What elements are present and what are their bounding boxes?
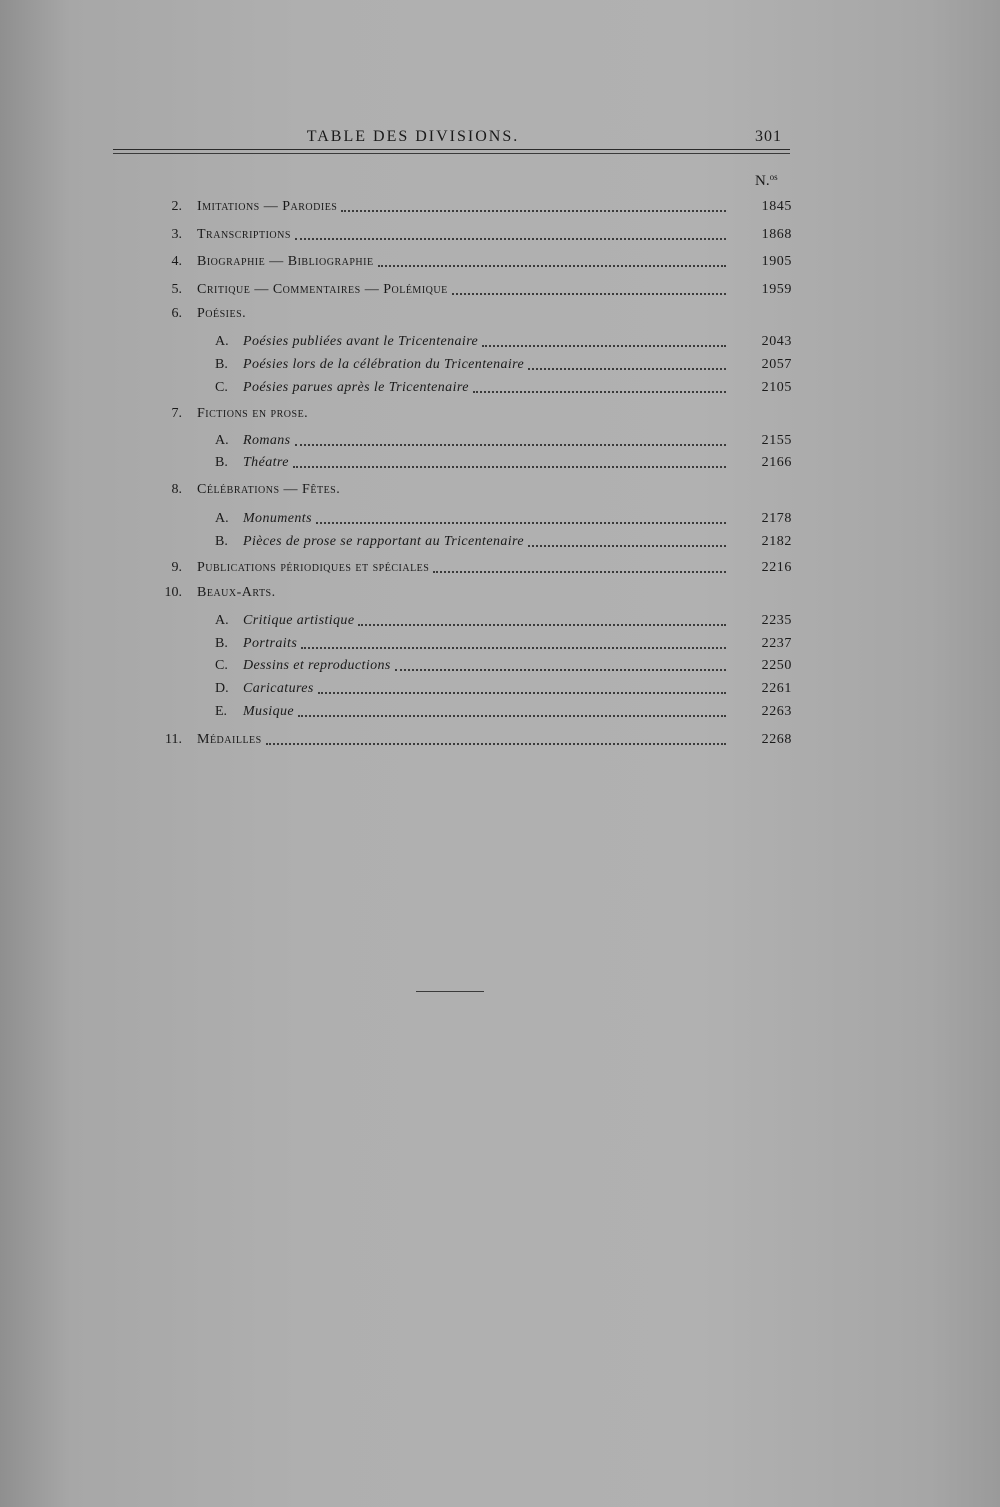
toc-entry-number: 11. bbox=[165, 732, 182, 747]
toc-entry-number: 5. bbox=[171, 282, 182, 297]
dot-leader bbox=[298, 715, 726, 717]
toc-subentry bbox=[160, 656, 792, 676]
toc-entry-number: 10. bbox=[164, 585, 182, 600]
toc-subentry bbox=[160, 453, 792, 473]
dot-leader bbox=[473, 391, 726, 393]
toc-entry-title: Poésies. bbox=[197, 306, 247, 321]
toc-entry-page: 2250 bbox=[761, 658, 792, 673]
end-rule bbox=[416, 991, 484, 992]
toc-entry bbox=[160, 558, 792, 578]
toc-subentry bbox=[160, 679, 792, 699]
toc-entry-page: 2105 bbox=[761, 380, 792, 395]
toc-entry-number: 3. bbox=[171, 227, 182, 242]
dot-leader bbox=[395, 669, 726, 671]
toc-entry-number: 6. bbox=[171, 306, 182, 321]
toc-entry-number: 2. bbox=[171, 199, 182, 214]
toc-entry-title: Musique bbox=[243, 704, 295, 719]
toc-entry-number: B. bbox=[215, 357, 228, 372]
dot-leader bbox=[301, 647, 726, 649]
dot-leader bbox=[341, 210, 726, 212]
toc-entry-page: 2216 bbox=[761, 560, 792, 575]
toc-entry-page: 1905 bbox=[761, 254, 792, 269]
toc-subentry bbox=[160, 611, 792, 631]
toc-entry-title: Poésies parues après le Tricentenaire bbox=[243, 380, 469, 395]
toc-subentry bbox=[160, 634, 792, 654]
toc-entry-title: Médailles bbox=[197, 732, 262, 747]
toc-entry-page: 2235 bbox=[761, 613, 792, 628]
toc-entry-title: Monuments bbox=[243, 511, 312, 526]
toc-entry bbox=[160, 225, 792, 245]
toc-subentry bbox=[160, 378, 792, 398]
toc-subentry bbox=[160, 532, 792, 552]
dot-leader bbox=[293, 466, 726, 468]
toc-entry-number: B. bbox=[215, 636, 228, 651]
toc-entry-number: B. bbox=[215, 455, 228, 470]
toc-entry-number: A. bbox=[215, 433, 229, 448]
toc-entry-number: A. bbox=[215, 511, 229, 526]
toc-entry-title: Poésies lors de la célébration du Tricentenaire bbox=[243, 357, 525, 372]
toc-entry-page: 2237 bbox=[761, 636, 792, 651]
toc-subentry bbox=[160, 355, 792, 375]
toc-entry-number: 7. bbox=[171, 406, 182, 421]
page-title: TABLE DES DIVISIONS. bbox=[306, 128, 520, 145]
toc-entry-title: Célébrations — Fêtes. bbox=[197, 482, 341, 497]
dot-leader bbox=[358, 624, 726, 626]
toc-entry-title: Pièces de prose se rapportant au Tricentenaire bbox=[243, 534, 524, 549]
toc-entry-page: 2057 bbox=[761, 357, 792, 372]
dot-leader bbox=[433, 571, 726, 573]
toc-entry-number: A. bbox=[215, 334, 229, 349]
toc-entry-number: C. bbox=[215, 658, 228, 673]
dot-leader bbox=[452, 293, 726, 295]
toc-entry-page: 1845 bbox=[761, 199, 792, 214]
toc-entry-title: Transcriptions bbox=[197, 227, 291, 242]
toc-entry-page: 2268 bbox=[761, 732, 792, 747]
toc-entry-number: 8. bbox=[171, 482, 182, 497]
toc-entry bbox=[160, 730, 792, 750]
toc-entry bbox=[160, 583, 792, 603]
toc-entry bbox=[160, 304, 792, 324]
dot-leader bbox=[528, 545, 726, 547]
toc-entry-title: Poésies publiées avant le Tricentenaire bbox=[243, 334, 479, 349]
toc-entry-page: 2166 bbox=[761, 455, 792, 470]
toc-entry-page: 2263 bbox=[761, 704, 792, 719]
toc-entry-number: A. bbox=[215, 613, 229, 628]
toc-entry-title: Théatre bbox=[243, 455, 289, 470]
toc-subentry bbox=[160, 509, 792, 529]
toc-entry-page: 2182 bbox=[761, 534, 792, 549]
toc-entry-number: 4. bbox=[171, 254, 182, 269]
toc-entry bbox=[160, 252, 792, 272]
toc-entry bbox=[160, 480, 792, 500]
dot-leader bbox=[316, 522, 726, 524]
toc-entry-number: C. bbox=[215, 380, 228, 395]
toc-entry-page: 2178 bbox=[761, 511, 792, 526]
toc-entry-title: Dessins et reproductions bbox=[243, 658, 391, 673]
toc-entry-title: Critique — Commentaires — Polémique bbox=[197, 282, 448, 297]
toc-entry-title: Critique artistique bbox=[243, 613, 355, 628]
toc-entry-page: 2261 bbox=[761, 681, 792, 696]
column-header-label: N. bbox=[755, 173, 770, 189]
toc-entry-page: 2043 bbox=[761, 334, 792, 349]
toc-entry-title: Imitations — Parodies bbox=[197, 199, 338, 214]
column-header-superscript: os bbox=[769, 172, 778, 182]
toc-subentry bbox=[160, 702, 792, 722]
toc-entry-title: Biographie — Bibliographie bbox=[197, 254, 374, 269]
toc-entry-title: Fictions en prose. bbox=[197, 406, 309, 421]
page-number: 301 bbox=[755, 128, 782, 145]
dot-leader bbox=[528, 368, 726, 370]
dot-leader bbox=[295, 238, 726, 240]
toc-entry-title: Portraits bbox=[243, 636, 298, 651]
toc-entry-number: 9. bbox=[171, 560, 182, 575]
toc-entry-page: 1959 bbox=[761, 282, 792, 297]
dot-leader bbox=[318, 692, 726, 694]
toc-entry-number: D. bbox=[215, 681, 229, 696]
toc-entry-title: Caricatures bbox=[243, 681, 314, 696]
dot-leader bbox=[482, 345, 726, 347]
header-rule bbox=[113, 149, 790, 150]
toc-entry bbox=[160, 280, 792, 300]
toc-entry-page: 2155 bbox=[761, 433, 792, 448]
toc-entry-title: Beaux-Arts. bbox=[197, 585, 276, 600]
toc-entry bbox=[160, 404, 792, 424]
dot-leader bbox=[295, 444, 726, 446]
dot-leader bbox=[378, 265, 726, 267]
toc-entry-number: E. bbox=[215, 704, 228, 719]
toc-entry-title: Romans bbox=[243, 433, 291, 448]
column-header-numbers bbox=[755, 173, 778, 190]
toc-subentry bbox=[160, 431, 792, 451]
toc-subentry bbox=[160, 332, 792, 352]
dot-leader bbox=[266, 743, 726, 745]
header-rule-double bbox=[113, 153, 790, 154]
toc-entry-number: B. bbox=[215, 534, 228, 549]
toc-entry-page: 1868 bbox=[761, 227, 792, 242]
toc-entry bbox=[160, 197, 792, 217]
toc-entry-title: Publications périodiques et spéciales bbox=[197, 560, 430, 575]
